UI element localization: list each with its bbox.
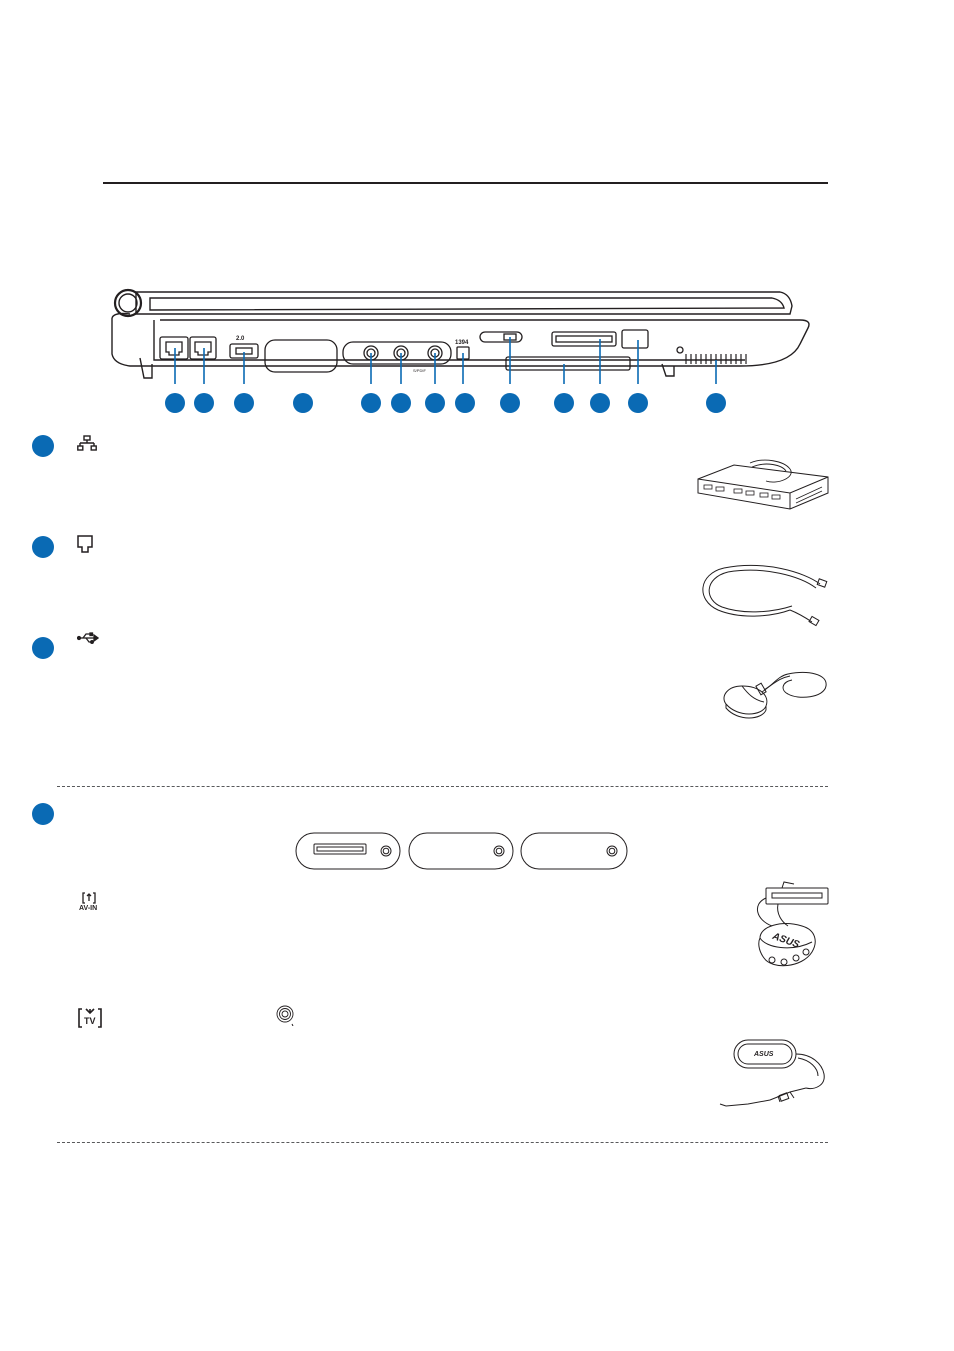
callout-1	[165, 393, 185, 413]
callout-2	[194, 393, 214, 413]
section-bullet-2	[32, 536, 54, 558]
laptop-left-side-illustration	[100, 284, 815, 384]
section-bullet-4	[32, 803, 54, 825]
callout-10	[554, 393, 574, 413]
lan-network-icon	[77, 435, 97, 451]
callout-8	[455, 393, 475, 413]
usb-icon	[77, 632, 99, 644]
spdif-label: S/PDIF	[413, 368, 426, 373]
phone-cable-illustration	[694, 560, 832, 632]
av-in-adapter-illustration	[742, 880, 832, 980]
tv-label: TV	[84, 1016, 96, 1026]
usb-mouse-illustration	[718, 666, 830, 722]
asus-logo: ASUS	[770, 930, 801, 951]
section-divider-1	[57, 786, 828, 787]
network-switch-illustration	[694, 455, 832, 513]
usb-version-label: 2.0	[236, 336, 245, 342]
coax-jack-icon	[275, 1004, 297, 1026]
callout-3	[234, 393, 254, 413]
callout-4	[293, 393, 313, 413]
tv-tuner-icon	[77, 1006, 103, 1030]
modem-phone-icon	[77, 535, 93, 553]
callout-11	[590, 393, 610, 413]
callout-5	[361, 393, 381, 413]
asus-logo-tv: ASUS	[754, 1051, 774, 1058]
module-options-illustration	[294, 831, 630, 871]
header-rule	[103, 182, 828, 184]
callout-9	[500, 393, 520, 413]
section-bullet-1	[32, 435, 54, 457]
firewire-label: 1394	[455, 340, 469, 346]
callout-6	[391, 393, 411, 413]
av-in-label: AV-IN	[79, 905, 98, 912]
av-in-icon	[82, 892, 96, 904]
callout-7	[425, 393, 445, 413]
section-divider-2	[57, 1142, 828, 1143]
tv-tuner-illustration	[718, 1034, 830, 1118]
callout-12	[628, 393, 648, 413]
callout-13	[706, 393, 726, 413]
section-bullet-3	[32, 637, 54, 659]
